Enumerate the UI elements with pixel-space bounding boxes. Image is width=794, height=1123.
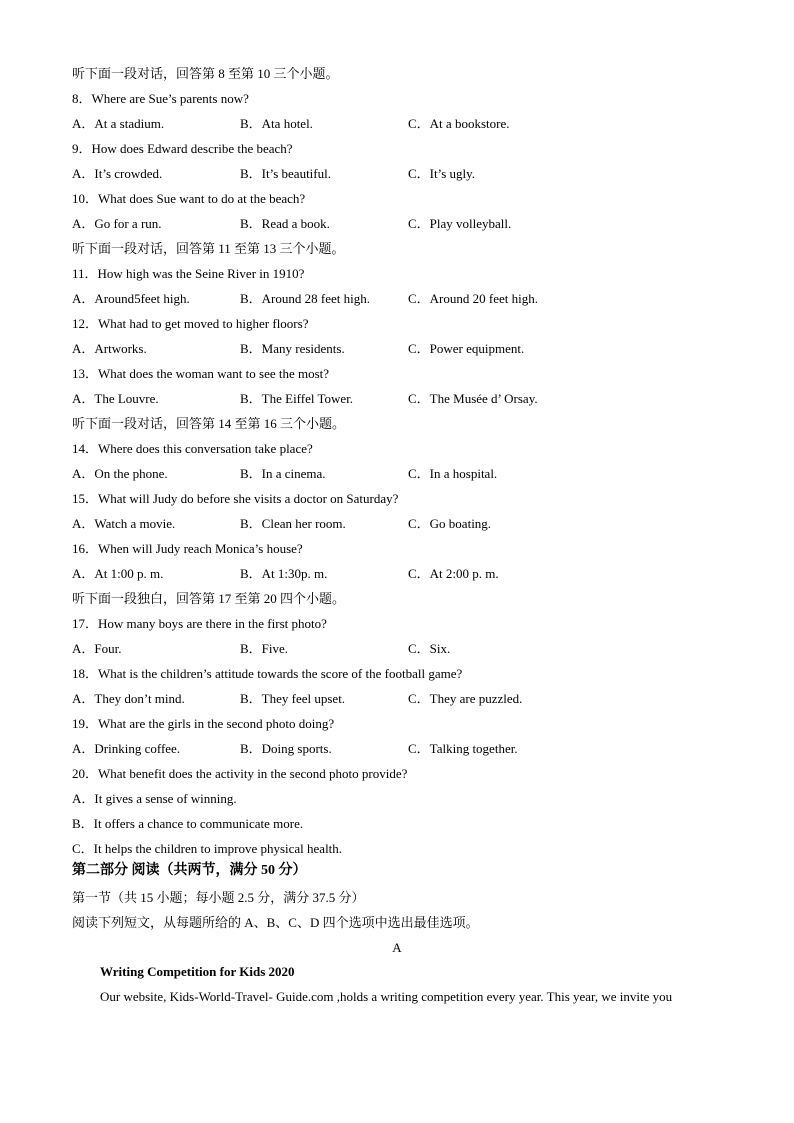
- option-b: B．At 1:30p. m.: [240, 566, 328, 581]
- option-b: B．It offers a chance to communicate more.: [72, 816, 304, 831]
- option-c: C．In a hospital.: [408, 466, 498, 481]
- options-14: [72, 466, 752, 482]
- option-a: A．At a stadium.: [72, 116, 165, 131]
- section-intro: 听下面一段对话，回答第 14 至第 16 三个小题。: [72, 416, 346, 431]
- options-10: [72, 216, 752, 232]
- passage-title: Writing Competition for Kids 2020: [100, 964, 295, 979]
- instruction: 阅读下列短文，从每题所给的 A、B、C、D 四个选项中选出最佳选项。: [72, 915, 479, 930]
- option-b: B．It’s beautiful.: [240, 166, 331, 181]
- option-b: B．Clean her room.: [240, 516, 346, 531]
- question-8: 8．Where are Sue’s parents now?: [72, 91, 249, 106]
- option-a: A．It’s crowded.: [72, 166, 163, 181]
- option-c: C．It’s ugly.: [408, 166, 476, 181]
- options-19: [72, 741, 752, 757]
- question-15: 15．What will Judy do before she visits a doctor on Saturday?: [72, 491, 399, 506]
- part-title: 第二部分 阅读（共两节，满分 50 分）: [72, 863, 307, 878]
- question-11: 11．How high was the Seine River in 1910?: [72, 266, 305, 281]
- option-a: A．It gives a sense of winning.: [72, 791, 237, 806]
- options-12: [72, 341, 752, 357]
- option-a: A．Four.: [72, 641, 122, 656]
- options-18: [72, 691, 752, 707]
- question-16: 16．When will Judy reach Monica’s house?: [72, 541, 303, 556]
- option-c: C．It helps the children to improve physical health.: [72, 841, 343, 856]
- options-16: [72, 566, 752, 582]
- options-17: [72, 641, 752, 657]
- section-intro: 听下面一段对话，回答第 8 至第 10 三个小题。: [72, 66, 339, 81]
- option-a: A．Artworks.: [72, 341, 147, 356]
- option-c: C．Around 20 feet high.: [408, 291, 538, 306]
- option-a: A．The Louvre.: [72, 391, 159, 406]
- option-a: A．Go for a run.: [72, 216, 162, 231]
- option-b: B．They feel upset.: [240, 691, 346, 706]
- option-b: B．Read a book.: [240, 216, 330, 231]
- option-a: A．Watch a movie.: [72, 516, 176, 531]
- option-a: A．At 1:00 p. m.: [72, 566, 164, 581]
- question-12: 12．What had to get moved to higher floors?: [72, 316, 309, 331]
- option-b: B．Ata hotel.: [240, 116, 313, 131]
- option-b: B．In a cinema.: [240, 466, 326, 481]
- options-13: [72, 391, 752, 407]
- option-b: B．Around 28 feet high.: [240, 291, 370, 306]
- option-a: A．On the phone.: [72, 466, 168, 481]
- option-b: B．The Eiffel Tower.: [240, 391, 354, 406]
- question-18: 18．What is the children’s attitude towards the score of the football game?: [72, 666, 463, 681]
- option-c: C．Play volleyball.: [408, 216, 512, 231]
- option-b: B．Doing sports.: [240, 741, 332, 756]
- question-20: 20．What benefit does the activity in the second photo provide?: [72, 766, 408, 781]
- passage-label: A: [392, 940, 402, 955]
- option-a: A．Drinking coffee.: [72, 741, 181, 756]
- option-c: C．The Musée d’ Orsay.: [408, 391, 538, 406]
- section-title: 第一节（共 15 小题；每小题 2.5 分，满分 37.5 分）: [72, 890, 365, 905]
- question-10: 10．What does Sue want to do at the beach?: [72, 191, 306, 206]
- option-c: C．Six.: [408, 641, 451, 656]
- option-c: C．At 2:00 p. m.: [408, 566, 499, 581]
- options-9: [72, 166, 752, 182]
- option-c: C．Go boating.: [408, 516, 492, 531]
- options-15: [72, 516, 752, 532]
- question-14: 14．Where does this conversation take place?: [72, 441, 313, 456]
- option-c: C．Power equipment.: [408, 341, 525, 356]
- option-c: C．They are puzzled.: [408, 691, 523, 706]
- options-11: [72, 291, 752, 307]
- option-a: A．Around5feet high.: [72, 291, 190, 306]
- passage-text: Our website, Kids-World-Travel- Guide.com ,holds a writing competition every year. This year, we invite you: [100, 989, 673, 1004]
- question-17: 17．How many boys are there in the first photo?: [72, 616, 327, 631]
- section-intro: 听下面一段独白，回答第 17 至第 20 四个小题。: [72, 591, 346, 606]
- option-c: C．At a bookstore.: [408, 116, 510, 131]
- option-b: B．Many residents.: [240, 341, 345, 356]
- question-13: 13．What does the woman want to see the most?: [72, 366, 330, 381]
- question-9: 9．How does Edward describe the beach?: [72, 141, 293, 156]
- option-b: B．Five.: [240, 641, 289, 656]
- option-c: C．Talking together.: [408, 741, 518, 756]
- section-intro: 听下面一段对话，回答第 11 至第 13 三个小题。: [72, 241, 345, 256]
- question-19: 19．What are the girls in the second photo doing?: [72, 716, 335, 731]
- option-a: A．They don’t mind.: [72, 691, 185, 706]
- options-8: [72, 116, 752, 132]
